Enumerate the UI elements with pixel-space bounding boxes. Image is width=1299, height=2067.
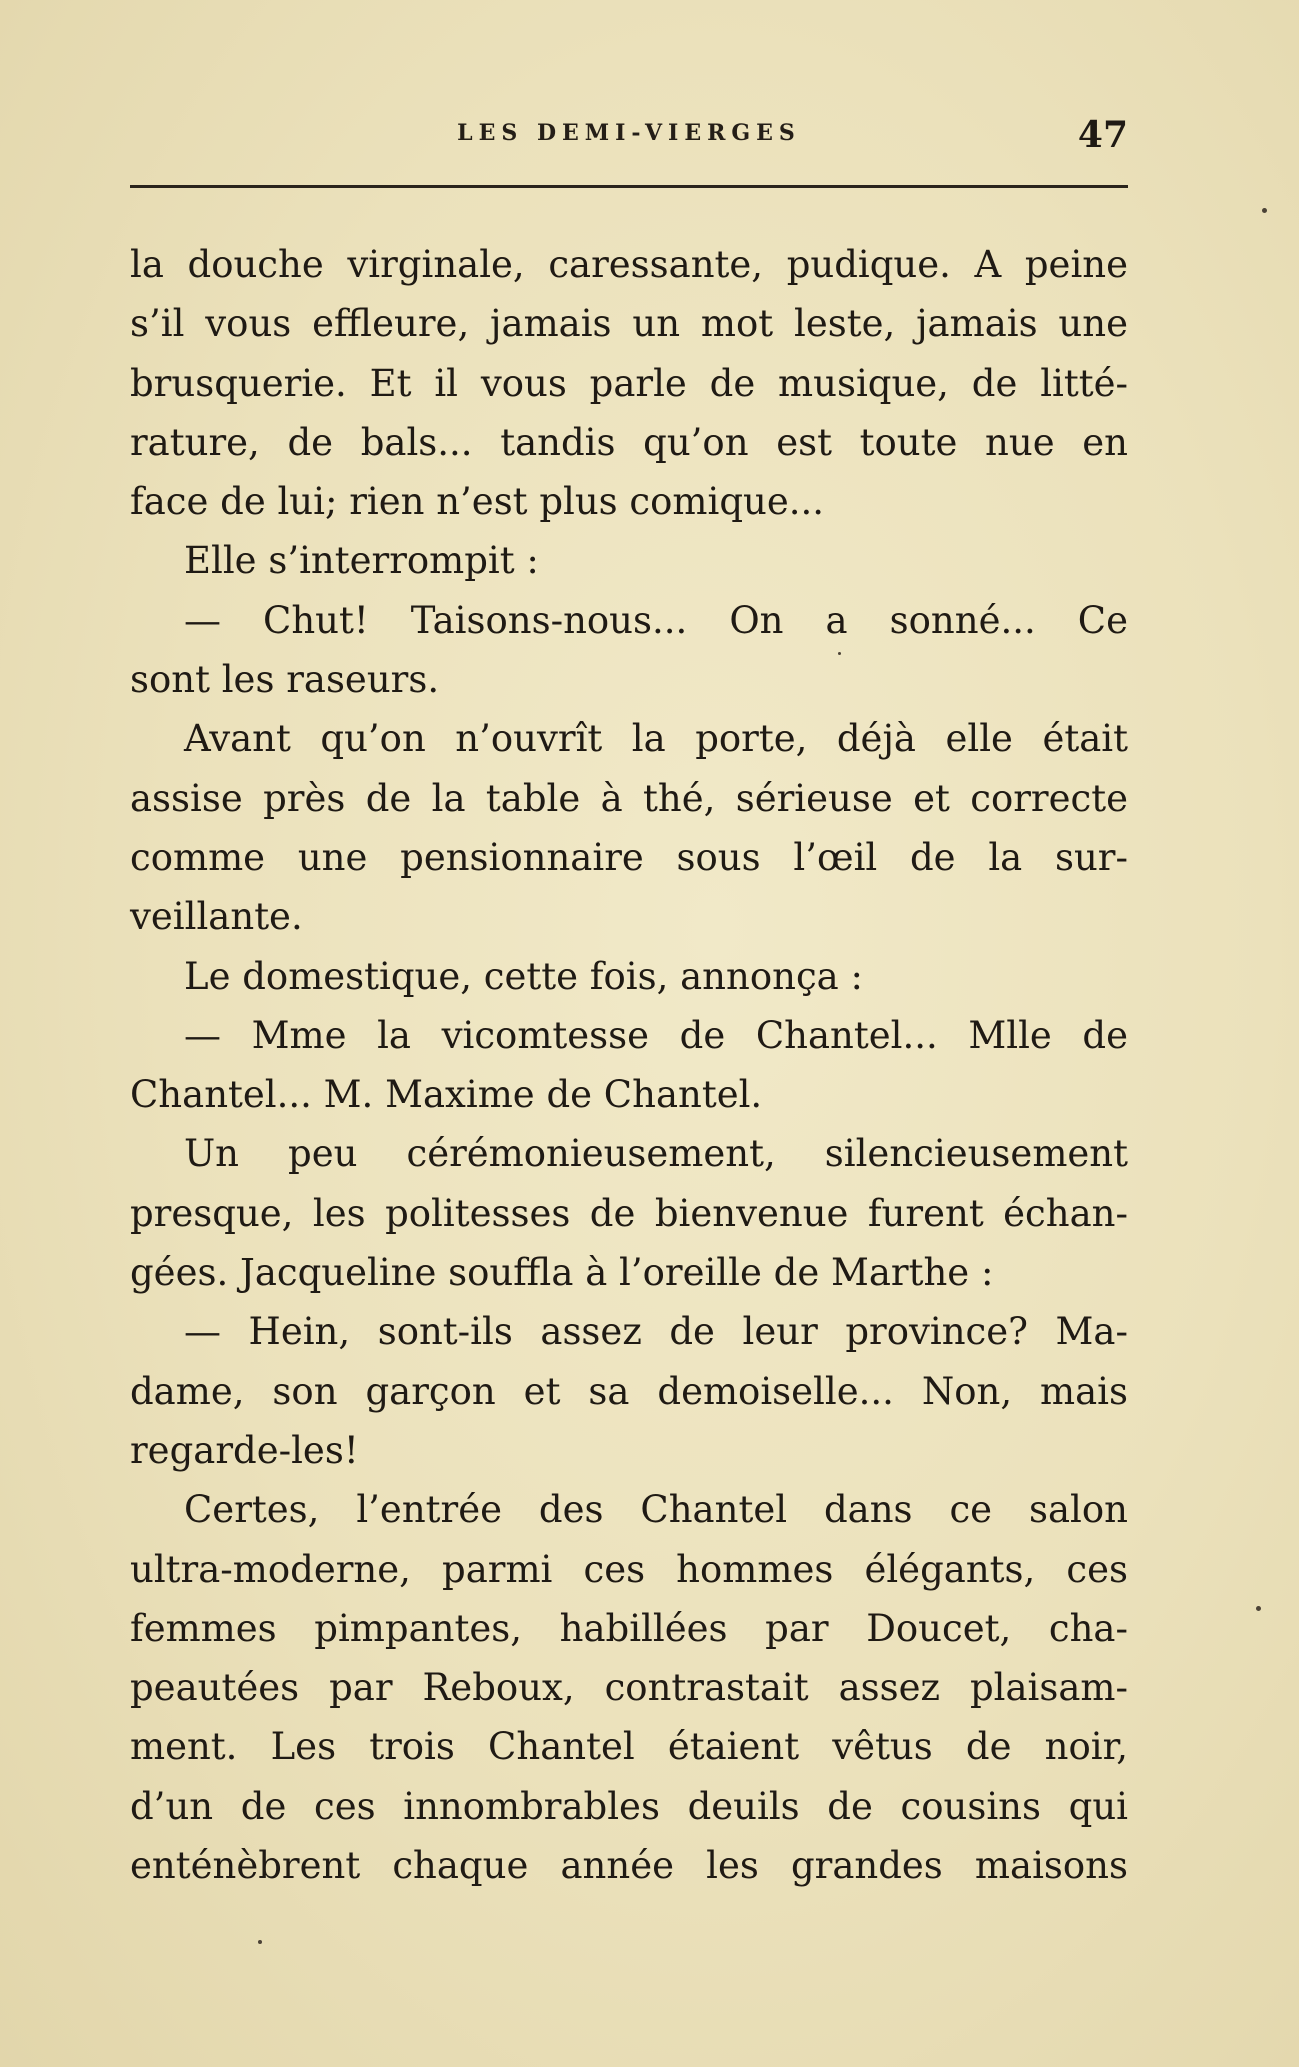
text-line: rature, de bals... tandis qu’on est toute nue en bbox=[130, 420, 1128, 464]
header-rule bbox=[130, 185, 1128, 188]
text-line: face de lui; rien n’est plus comique... bbox=[130, 480, 825, 524]
text-line: ment. Les trois Chantel étaient vêtus de noir, bbox=[130, 1725, 1128, 1769]
text-line: Chantel... M. Maxime de Chantel. bbox=[130, 1073, 763, 1117]
text-line: gées. Jacqueline souffla à l’oreille de Marthe : bbox=[130, 1251, 994, 1295]
text-line: — Hein, sont-ils assez de leur province? Ma- bbox=[184, 1310, 1128, 1354]
text-line: Avant qu’on n’ouvrît la porte, déjà elle était bbox=[184, 717, 1128, 761]
text-line: — Chut! Taisons-nous... On a sonné... Ce bbox=[184, 598, 1128, 642]
text-line: veillante. bbox=[130, 895, 303, 939]
text-line: — Mme la vicomtesse de Chantel... Mlle de bbox=[184, 1013, 1128, 1057]
text-line: brusquerie. Et il vous parle de musique, de litté- bbox=[130, 361, 1128, 405]
text-line: femmes pimpantes, habillées par Doucet, cha- bbox=[130, 1606, 1128, 1650]
text-line: d’un de ces innombrables deuils de cousins qui bbox=[130, 1784, 1128, 1828]
text-line: la douche virginale, caressante, pudique. A peine bbox=[130, 243, 1128, 286]
text-line: assise près de la table à thé, sérieuse et correcte bbox=[130, 776, 1128, 820]
paper-speck bbox=[1256, 1606, 1261, 1611]
text-line: Un peu cérémonieusement, silencieusement bbox=[184, 1132, 1128, 1176]
paper-speck bbox=[838, 652, 841, 655]
text-line: presque, les politesses de bienvenue furent échan- bbox=[130, 1191, 1128, 1235]
text-line: ultra-moderne, parmi ces hommes élégants, ces bbox=[130, 1547, 1128, 1591]
text-line: comme une pensionnaire sous l’œil de la sur- bbox=[130, 835, 1128, 879]
page-number: 47 bbox=[1077, 114, 1128, 156]
body-text bbox=[130, 235, 1128, 1895]
text-line: dame, son garçon et sa demoiselle... Non, mais bbox=[130, 1369, 1128, 1413]
text-line: sont les raseurs. bbox=[130, 658, 440, 702]
text-line: Le domestique, cette fois, annonça : bbox=[184, 954, 863, 998]
text-line: s’il vous effleure, jamais un mot leste, jamais une bbox=[130, 302, 1128, 346]
text-line: Certes, l’entrée des Chantel dans ce salon bbox=[184, 1488, 1128, 1532]
text-line: Elle s’interrompit : bbox=[184, 539, 539, 583]
text-line: enténèbrent chaque année les grandes maisons bbox=[130, 1844, 1128, 1888]
text-line: peautées par Reboux, contrastait assez plaisam- bbox=[130, 1666, 1128, 1710]
text-line: regarde-les! bbox=[130, 1428, 359, 1472]
running-title: LES DEMI-VIERGES bbox=[457, 120, 801, 146]
paper-speck bbox=[1262, 208, 1267, 213]
paper-speck bbox=[258, 1940, 262, 1944]
running-header bbox=[130, 116, 1128, 156]
